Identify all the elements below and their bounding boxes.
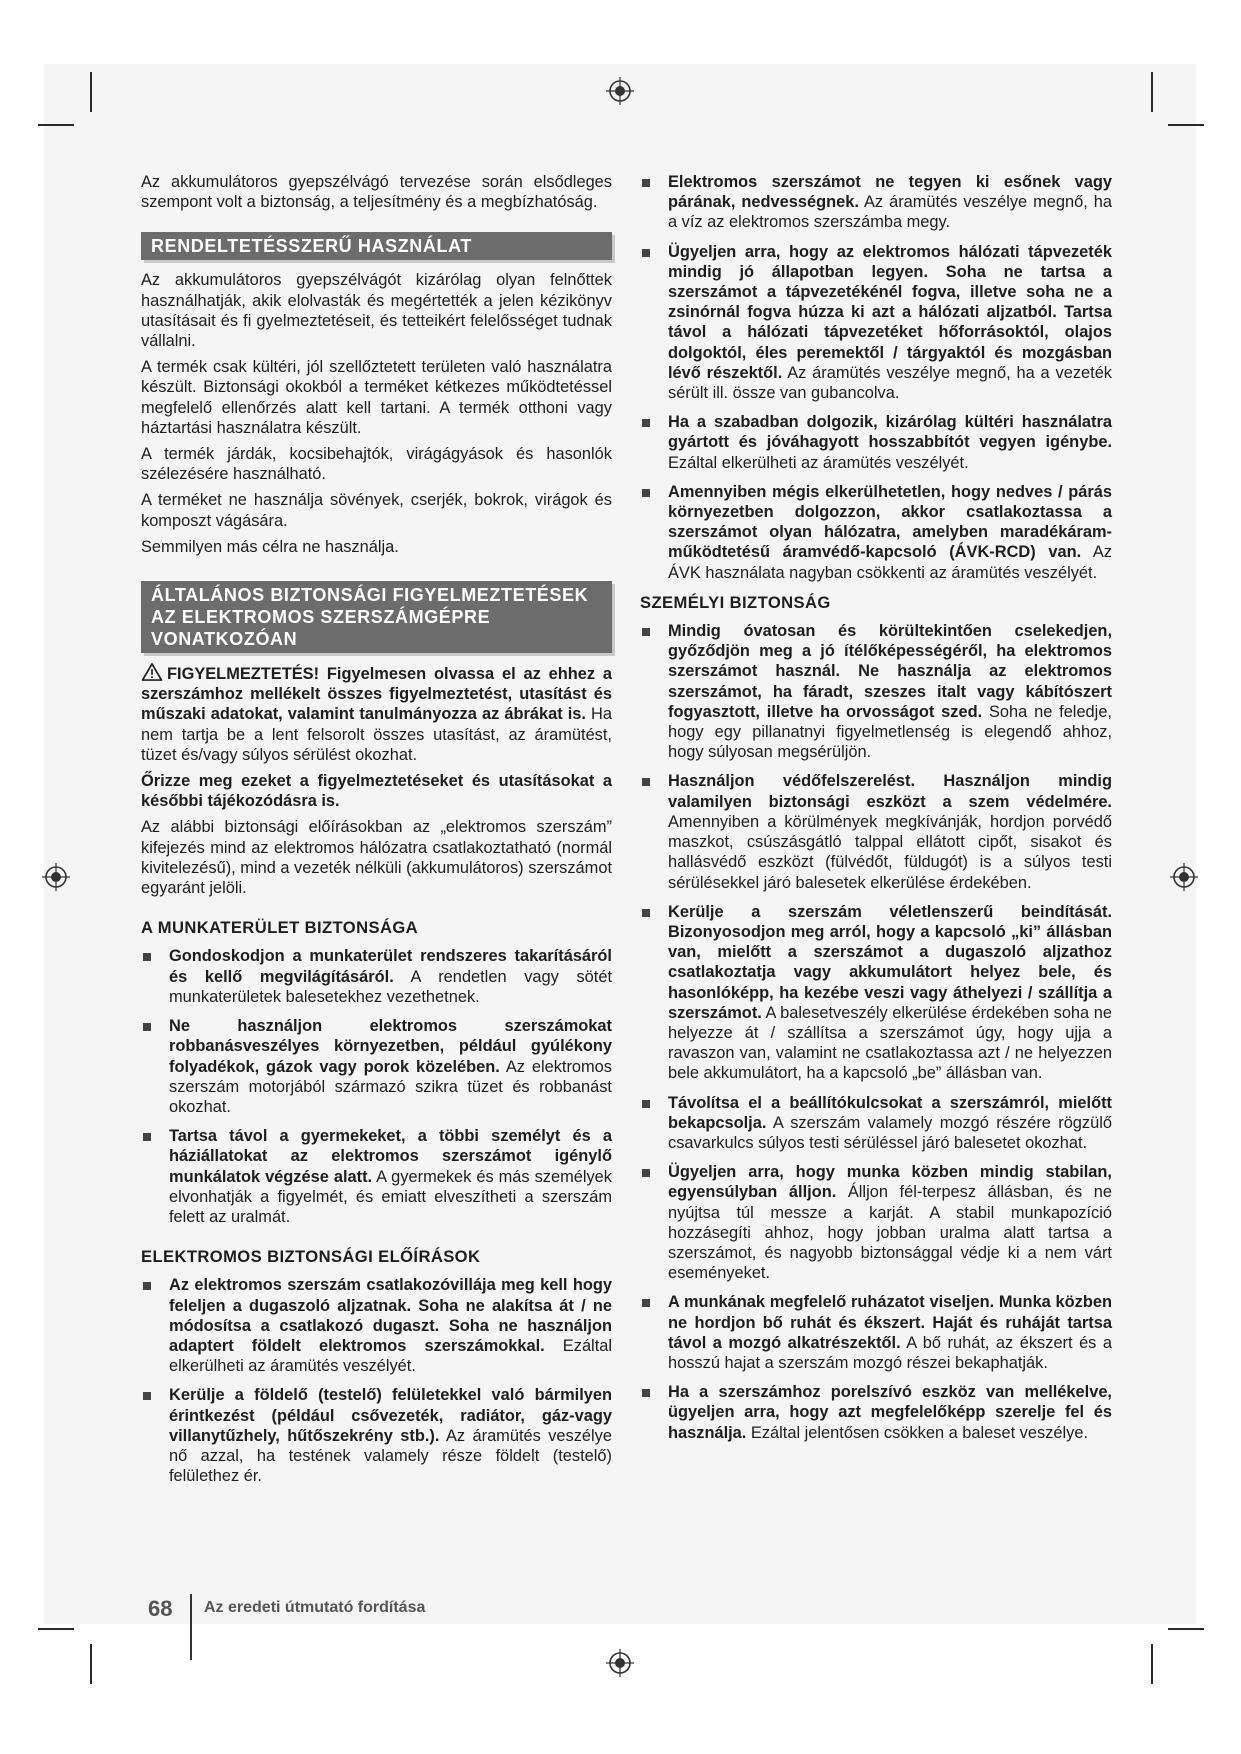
list-item: Gondoskodjon a munkaterület rendszeres takarításáról és kellő megvilágításáról. A rendetlen vagy sötét munkaterületek balesetekhez vezethetnek. (141, 946, 612, 1007)
subheading-personal-safety: SZEMÉLYI BIZTONSÁG (640, 592, 831, 612)
list-item: Kerülje a szerszám véletlenszerű beindítását. Bizonyosodjon meg arról, hogy a kapcsoló „ki” állásban van, mielőtt a szerszámot a dugaszoló aljzathoz csatlakoztatja vagy akkumulátort helyez bele, és hasonlóképp, ha kezébe veszi vagy áthelyezi / szállítja a szerszámot. A balesetveszély elkerülése érdekében soha ne helyezze át / szállítsa a szerszámot úgy, hogy ujja a ravaszon van, valamint ne csatlakoztassa azt / ne helyezzen bele akkumulátort, ha a kapcsoló „be” állásban van. (640, 902, 1112, 1084)
subheading-electrical-safety: ELEKTROMOS BIZTONSÁGI ELŐÍRÁSOK (141, 1247, 481, 1267)
paragraph: Az akkumulátoros gyepszélvágót kizárólag olyan felnőttek használhatják, akik elolvasták és megértették a jelen kézikönyv utasításait és fi gyelmeztetéseit, és tetteikért felelősséget tudnak vállalni. (141, 271, 612, 351)
list-item: Ha a szerszámhoz porelszívó eszköz van mellékelve, ügyeljen arra, hogy azt megfelelőképp szerelje fel és használja. Ezáltal jelentősen csökken a baleset veszélye. (640, 1382, 1112, 1443)
paragraph: Semmilyen más célra ne használja. (141, 537, 399, 556)
warning-paragraph (141, 663, 612, 765)
warning-text: Ha nem tartja be a lent felsorolt összes utasítást, az áramütést, tüzet és/vagy súlyos sérülést okozhat. (141, 705, 613, 764)
keep-instructions-note: Őrizze meg ezeket a figyelmeztetéseket és utasításokat a későbbi tájékozódásra is. (141, 772, 612, 811)
crop-mark (1151, 72, 1153, 112)
warning-triangle-icon (141, 663, 163, 681)
registration-mark-icon (41, 862, 71, 892)
footer-text: Az eredeti útmutató fordítása (204, 1599, 426, 1616)
crop-mark (90, 72, 92, 112)
crop-mark (38, 1628, 74, 1630)
registration-mark-icon (1169, 862, 1199, 892)
right-column (640, 172, 1112, 1452)
paragraph: A termék járdák, kocsibehajtók, virágágyások és hasonlók szélezésére használható. (141, 445, 612, 484)
heading-line: AZ ELEKTROMOS SZERSZÁMGÉPRE (151, 607, 491, 628)
list-item: Kerülje a földelő (testelő) felületekkel való bármilyen érintkezést (például csővezeték, radiátor, gáz-vagy villanytűzhely, hűtőszekrény stb.). Az áramütés veszélye nő azzal, ha testének valamely része földelt (testelő) felülethez ér. (141, 1385, 612, 1486)
registration-mark-icon (605, 76, 635, 106)
section-heading-intended-use: RENDELTETÉSSZERŰ HASZNÁLAT (141, 232, 612, 260)
paragraph: A terméket ne használja sövények, cserjék, bokrok, virágok és komposzt vágására. (141, 491, 612, 530)
work-area-list (141, 946, 612, 1227)
heading-line: ÁLTALÁNOS BIZTONSÁGI FIGYELMEZTETÉSEK (151, 585, 589, 606)
list-item: Mindig óvatosan és körültekintően cselekedjen, győződjön meg a jó ítélőképességéről, ha elektromos szerszámot használ. Ne használja az elektromos szerszámot, ha fáradt, szeszes italt vagy kábítószert fogyasztott, illetve ha orvosságot szed. Soha ne feledje, hogy egy pillanatnyi figyelmetlenség is elegendő ahhoz, hogy súlyosan megsérüljön. (640, 621, 1112, 762)
heading-line: VONATKOZÓAN (151, 629, 298, 650)
section-heading-general-safety (141, 581, 612, 653)
paragraph: A termék csak kültéri, jól szellőztetett területen való használatra készült. Biztonsági okokból a terméket kétkezes működtetéssel megfelelő ellenőrzés alatt kell tartani. A termék otthoni vagy háztartási használatra készült. (141, 358, 612, 437)
warning-bold-text: FIGYELMEZTETÉS! Figyelmesen olvassa el az ehhez a szerszámhoz mellékelt összes figyelmeztetést, utasítást és műszaki adatokat, valamint tanulmányozza az ábrákat is. (141, 665, 612, 724)
crop-mark (38, 124, 74, 126)
list-item: Ne használjon elektromos szerszámokat robbanásveszélyes környezetben, például gyúlékony folyadékok, gázok vagy porok közelében. Az elektromos szerszám motorjából származó szikra tüzet és robbanást okozhat. (141, 1016, 612, 1117)
registration-mark-icon (605, 1648, 635, 1678)
page-number: 68 (148, 1596, 173, 1621)
crop-mark (1168, 1628, 1204, 1630)
electrical-list-continued (640, 172, 1112, 583)
list-item: Használjon védőfelszerelést. Használjon mindig valamilyen biztonsági eszközt a szem védelmére. Amennyiben a körülmények megkívánják, hordjon porvédő maszkot, csúszásgátló talppal ellátott cipőt, sisakot és hallásvédő eszközt (fülvédőt, füldugót) is a súlyos testi sérülésekkel járó balesetek elkerülése érdekében. (640, 771, 1112, 892)
crop-mark (1168, 124, 1204, 126)
list-item: Távolítsa el a beállítókulcsokat a szerszámról, mielőtt bekapcsolja. A szerszám valamely mozgó részére rögzülő csavarkulcs súlyos testi sérüléssel járó balesetet okozhat. (640, 1093, 1112, 1154)
subheading-work-area: A MUNKATERÜLET BIZTONSÁGA (141, 918, 419, 938)
crop-mark (1151, 1644, 1153, 1684)
left-column (141, 172, 612, 1495)
list-item: Tartsa távol a gyermekeket, a többi személyt és a háziállatokat az elektromos szerszámot igénylő munkálatok végzése alatt. A gyermekek és más személyek elvonhatják a figyelmét, és emiatt elveszítheti a szerszám felett az uralmát. (141, 1126, 612, 1227)
definition-paragraph: Az alábbi biztonsági előírásokban az „elektromos szerszám” kifejezés mind az elektromos hálózatra csatlakoztatható (normál kivitelezésű), mind a vezeték nélküli (akkumulátoros) szerszámot egyaránt jelöli. (141, 818, 612, 898)
list-item: Az elektromos szerszám csatlakozóvillája meg kell hogy feleljen a dugaszoló aljzatnak. Soha ne alakítsa át / ne módosítsa a csatlakozó dugaszt. Soha ne használjon adaptert földelt elektromos szerszámokkal. Ezáltal elkerülheti az áramütés veszélyét. (141, 1275, 612, 1376)
list-item: Ügyeljen arra, hogy munka közben mindig stabilan, egyensúlyban álljon. Álljon fél-terpesz állásban, és ne nyújtsa túl messze a karját. A stabil munkapozíció hozzásegíti ahhoz, hogy jobban uralma alatt tartsa a szerszámot, és nagyobb biztonsággal védje ki a nem várt eseményeket. (640, 1162, 1112, 1283)
personal-safety-list (640, 621, 1112, 1443)
footer-divider (190, 1594, 192, 1660)
list-item: Ügyeljen arra, hogy az elektromos hálózati tápvezeték mindig jó állapotban legyen. Soha ne tartsa a szerszámot a tápvezetékénél fogva, illetve soha ne a zsinórnál fogva húzza ki azt a hálózati aljzatból. Tartsa távol a hálózati tápvezetéket hőforrásoktól, olajos dolgoktól, éles peremektől / tárgyaktól és mozgásban lévő részektől. Az áramütés veszélye megnő, ha a vezeték sérült ill. össze van gubancolva. (640, 242, 1112, 404)
list-item: Elektromos szerszámot ne tegyen ki esőnek vagy párának, nedvességnek. Az áramütés veszélye megnő, ha a víz az elektromos szerszámba megy. (640, 172, 1112, 233)
crop-mark (90, 1644, 92, 1684)
intro-paragraph: Az akkumulátoros gyepszélvágó tervezése során elsődleges szempont volt a biztonság, a teljesítmény és a megbízhatóság. (141, 173, 612, 212)
electrical-list (141, 1275, 612, 1486)
list-item: Ha a szabadban dolgozik, kizárólag kültéri használatra gyártott és jóváhagyott hosszabbítót vegyen igénybe. Ezáltal elkerülheti az áramütés veszélyét. (640, 412, 1112, 473)
list-item: A munkának megfelelő ruházatot viseljen. Munka közben ne hordjon bő ruhát és ékszert. Haját és ruháját tartsa távol a mozgó alkatrészektől. A bő ruhát, az ékszert és a hosszú hajat a szerszám mozgó részei bekaphatják. (640, 1292, 1112, 1373)
list-item: Amennyiben mégis elkerülhetetlen, hogy nedves / párás környezetben dolgozzon, akkor csatlakoztassa a szerszámot olyan hálózatra, amelyben maradékáram-működtetésű áramvédő-kapcsoló (ÁVK-RCD) van. Az ÁVK használata nagyban csökkenti az áramütés veszélyét. (640, 482, 1112, 583)
